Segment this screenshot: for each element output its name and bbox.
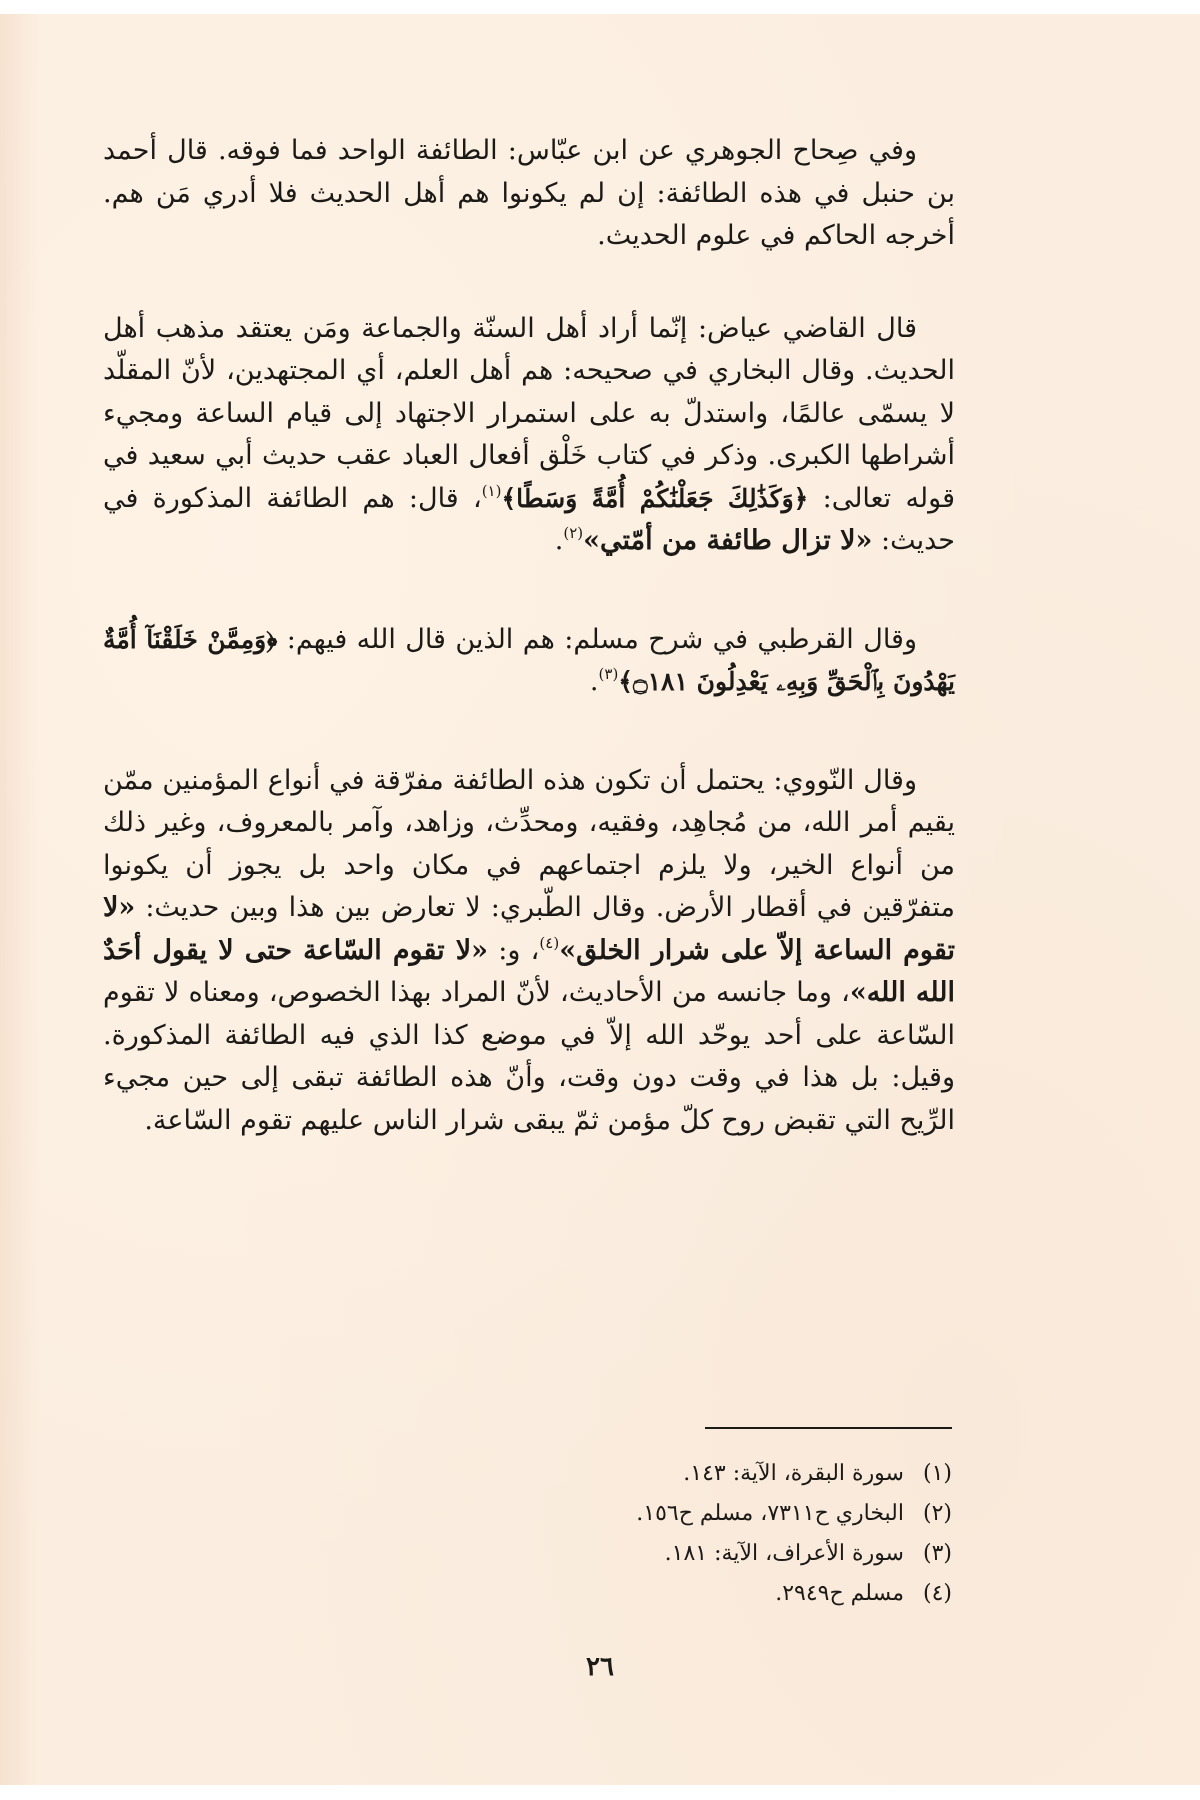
footnote-4-number: (٤) [922,1581,952,1606]
footnote-4 [252,1574,952,1614]
paragraph-1-text: وفي صِحاح الجوهري عن ابن عبّاس: الطائفة الواحد فما فوقه. قال أحمد بن حنبل في هذه الطائفة: إن لم يكونوا هم أهل الحديث فلا أدري مَن هم. أخرجه الحاكم في علوم الحديث. [103,135,955,251]
paragraph-3-text-b: . [589,666,599,697]
paragraph-2 [103,308,955,563]
footnote-ref-3[interactable]: (٣) [598,665,619,683]
paragraph-4-text-b: ، و: [488,934,540,966]
footnote-2-number: (٢) [922,1501,952,1526]
paragraph-1 [103,130,955,258]
paragraph-2-text-a: قال القاضي عياض: إنّما أراد أهل السنّة والجماعة ومَن يعتقد مذهب أهل الحديث. وقال البخاري في صحيحه: هم أهل العلم، أي المجتهدين، لأنّ المقلّد لا يسمّى عالمًا، واستدلّ به على استمرار الاجتهاد إلى قيام الساعة ومجيء أشراطها الكبرى. وذكر في كتاب خَلْق أفعال العباد عقب حديث أبي سعيد في قوله تعالى: [103,312,955,514]
footnote-1-number: (١) [922,1461,952,1486]
hadith-quote-1: «لا تزال طائفة من أمّتي» [583,525,873,556]
footnote-divider [705,1427,952,1429]
paragraph-4-text-a: وقال النّووي: يحتمل أن تكون هذه الطائفة مفرّقة في أنواع المؤمنين ممّن يقيم أمر الله، من مُجاهِد، وفقيه، ومحدِّث، وزاهد، وآمر بالمعروف، وغير ذلك من أنواع الخير، ولا يلزم اجتماعهم في مكان واحد بل يجوز أن يكونوا متفرّقين في أقطار الأرض. وقال الطّبري: لا تعارض بين هذا وبين حديث: [103,764,955,923]
book-page [0,14,1200,1785]
footnote-ref-2[interactable]: (٢) [563,524,584,542]
footnote-2-text: البخاري ح٧٣١١، مسلم ح١٥٦. [636,1501,904,1526]
footnote-2 [252,1494,952,1534]
footnote-1-text: سورة البقرة، الآية: ١٤٣. [683,1461,904,1486]
page-edge-shadow [0,14,40,1785]
page-number: ٢٦ [586,1652,614,1682]
hadith-quote-2: «لا تقوم الساعة إلاّ على شرار الخلق» [103,892,956,966]
footnotes-list [252,1454,952,1614]
main-text-block [103,130,955,1142]
footnote-3-text: سورة الأعراف، الآية: ١٨١. [664,1541,904,1566]
footnote-3 [252,1534,952,1574]
paragraph-4 [103,760,955,1143]
footnote-ref-1[interactable]: (١) [481,481,502,500]
paragraph-3-text-a: وقال القرطبي في شرح مسلم: هم الذين قال الله فيهم: [277,623,917,655]
quran-verse-araf-181: ﴿وَمِمَّنْ خَلَقْنَآ أُمَّةٌ يَهْدُونَ بِٱلْحَقِّ وَبِهِۦ يَعْدِلُونَ ۝١٨١﴾ [103,624,955,696]
footnote-3-number: (٣) [922,1541,952,1566]
paragraph-3 [103,619,955,704]
quran-verse-baqarah-143: ﴿وَكَذَٰلِكَ جَعَلْنَٰكُمْ أُمَّةً وَسَطًا﴾ [501,483,809,513]
footnote-1 [252,1454,952,1494]
footnote-4-text: مسلم ح٢٩٤٩. [775,1581,904,1606]
paragraph-2-text-c: . [554,525,564,556]
paragraph-4-text-c: ، وما جانسه من الأحاديث، لأنّ المراد بهذا الخصوص، ومعناه لا تقوم السّاعة على أحد يوحّد الله إلاّ في موضع كذا الذي فيه الطائفة المذكورة. وقيل: بل هذا في وقت دون وقت، وأنّ هذه الطائفة تبقى إلى حين مجيء الرِّيح التي تقبض روح كلّ مؤمن ثمّ يبقى شرار الناس عليهم تقوم السّاعة. [103,977,955,1136]
paragraph-2-text-b: ، قال: هم الطائفة المذكورة في حديث: [103,482,955,556]
hadith-quote-3: «لا تقوم السّاعة حتى لا يقول أحَدٌ الله الله» [103,934,955,1008]
footnote-ref-4[interactable]: (٤) [539,933,560,952]
